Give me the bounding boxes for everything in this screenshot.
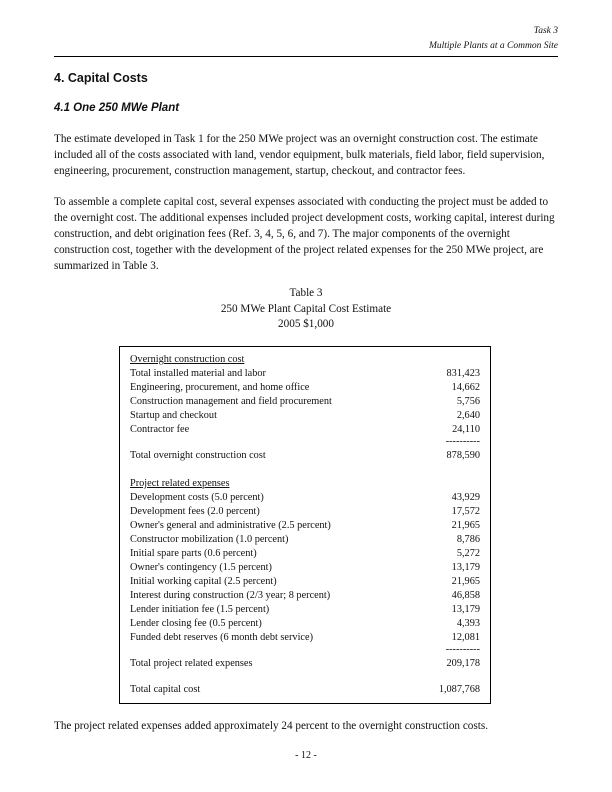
project-heading: Project related expenses: [130, 478, 230, 489]
table-title: 250 MWe Plant Capital Cost Estimate: [220, 302, 392, 315]
table-section-heading: [130, 353, 480, 367]
row-value: 21,965: [451, 576, 480, 587]
row-value: 24,110: [452, 424, 480, 435]
table-row: [130, 589, 480, 603]
table-row: [130, 547, 480, 561]
row-value: 8,786: [456, 534, 480, 545]
row-label: Lender closing fee (0.5 percent): [130, 618, 262, 629]
row-label: Funded debt reserves (6 month debt service): [130, 632, 314, 643]
row-value: 13,179: [451, 604, 480, 615]
separator-dashes: ----------: [445, 436, 480, 447]
row-value: 5,756: [456, 396, 480, 407]
row-value: 12,081: [451, 632, 480, 643]
row-label: Development costs (5.0 percent): [130, 492, 264, 503]
subsection-heading: 4.1 One 250 MWe Plant: [54, 102, 180, 114]
row-value: 831,423: [446, 368, 480, 379]
subtotal-separator: [130, 435, 480, 449]
row-label: Contractor fee: [130, 424, 190, 435]
table-row: [130, 561, 480, 575]
row-value: 43,929: [451, 492, 480, 503]
table-grand-total-row: [130, 683, 480, 697]
table-row: [130, 395, 480, 409]
paragraph-summary: The project related expenses added approximately 24 percent to the overnight construction costs.: [54, 720, 488, 732]
paragraph-overnight-cost: The estimate developed in Task 1 for the 250 MWe project was an overnight construction cost. The estimate included all of the costs associated with land, vendor equipment, bulk materials, field labor, field supervision, engineering, procurement, construction management, startup, checkout, and contractor fees.: [54, 133, 545, 177]
row-label: Interest during construction (2/3 year; 8 percent): [130, 590, 331, 601]
row-value: 209,178: [446, 658, 480, 669]
table-row: [130, 409, 480, 423]
row-label: Engineering, procurement, and home office: [130, 382, 310, 393]
row-value: 14,662: [451, 382, 480, 393]
row-label: Initial spare parts (0.6 percent): [130, 548, 257, 559]
row-label: Total installed material and labor: [130, 368, 266, 379]
row-label: Development fees (2.0 percent): [130, 506, 260, 517]
table-number: Table 3: [289, 287, 323, 299]
row-value: 13,179: [451, 562, 480, 573]
separator-dashes: ----------: [445, 644, 480, 655]
row-value: 46,858: [451, 590, 480, 601]
table-units: 2005 $1,000: [278, 318, 334, 330]
running-header: [258, 24, 558, 54]
row-value: 21,965: [451, 520, 480, 531]
table-row: [130, 575, 480, 589]
table-total-row: [130, 449, 480, 463]
table-row: [130, 491, 480, 505]
row-value: 2,640: [456, 410, 480, 421]
row-label: Total overnight construction cost: [130, 450, 266, 461]
capital-cost-table: [119, 346, 491, 704]
row-label: Startup and checkout: [130, 410, 217, 421]
row-value: 17,572: [451, 506, 480, 517]
table-row: [130, 533, 480, 547]
row-value: 4,393: [456, 618, 480, 629]
header-title: Multiple Plants at a Common Site: [428, 41, 558, 51]
page-number: - 12 -: [295, 750, 317, 761]
header-divider: [54, 56, 558, 57]
table-caption: [0, 286, 612, 333]
row-value: 1,087,768: [438, 684, 480, 695]
header-task: Task 3: [533, 26, 558, 36]
row-label: Owner's contingency (1.5 percent): [130, 562, 272, 573]
row-label: Constructor mobilization (1.0 percent): [130, 534, 289, 545]
table-row: [130, 617, 480, 631]
row-label: Initial working capital (2.5 percent): [130, 576, 277, 587]
table-row: [130, 505, 480, 519]
table-section-heading: [130, 477, 480, 491]
overnight-heading: Overnight construction cost: [130, 354, 245, 365]
row-label: Owner's general and administrative (2.5 percent): [130, 520, 331, 531]
section-heading: 4. Capital Costs: [54, 71, 148, 85]
subtotal-separator: [130, 643, 480, 657]
row-label: Lender initiation fee (1.5 percent): [130, 604, 270, 615]
row-value: 5,272: [456, 548, 480, 559]
table-total-row: [130, 657, 480, 671]
row-label: Total project related expenses: [130, 658, 253, 669]
row-label: Total capital cost: [130, 684, 201, 695]
row-value: 878,590: [446, 450, 480, 461]
table-row: [130, 519, 480, 533]
paragraph-capital-cost: To assemble a complete capital cost, several expenses associated with conducting the project must be added to the overnight cost. The additional expenses included project development costs, working capital, interest during construction, and debt origination fees (Ref. 3, 4, 5, 6, and 7). The major components of the overnight construction cost, together with the development of the project related expenses for the 250 MWe project, are summarized in Table 3.: [54, 196, 555, 272]
table-row: [130, 603, 480, 617]
table-row: [130, 381, 480, 395]
table-row: [130, 367, 480, 381]
row-label: Construction management and field procurement: [130, 396, 332, 407]
